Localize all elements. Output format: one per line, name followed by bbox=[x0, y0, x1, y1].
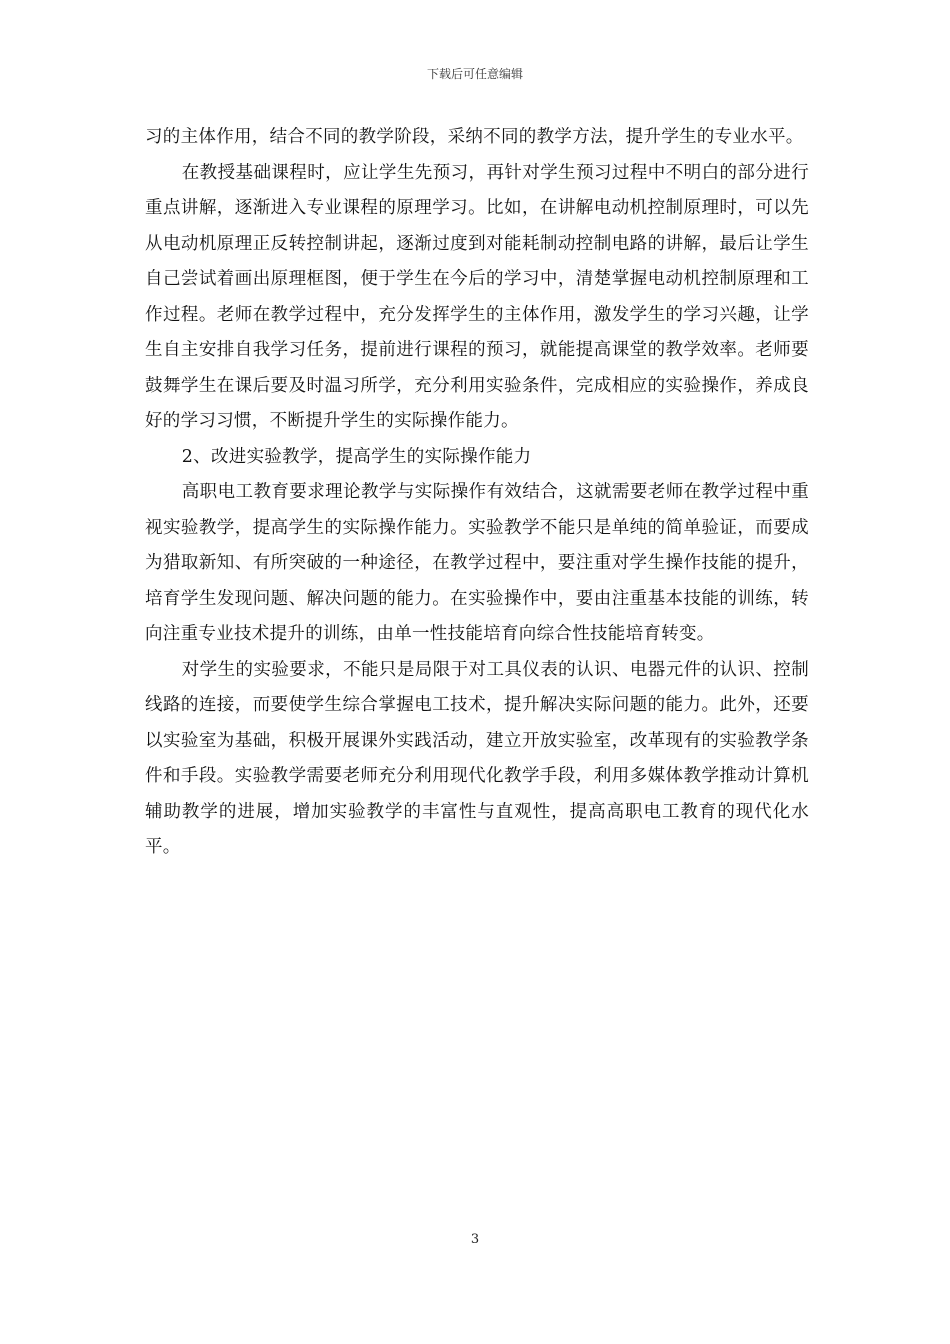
paragraph-experiment-teaching: 高职电工教育要求理论教学与实际操作有效结合，这就需要老师在教学过程中重视实验教学，提高学生的实际操作能力。实验教学不能只是单纯的简单验证，而要成为猎取新知、有所突破的一种途径，在教学过程中，要注重对学生操作技能的提升，培育学生发现问题、解决问题的能力。在实验操作中，要由注重基本技能的训练，转向注重专业技术提升的训练，由单一性技能培育向综合性技能培育转变。 bbox=[145, 482, 809, 644]
document-body bbox=[145, 120, 809, 866]
page-header: 下载后可任意编辑 bbox=[426, 67, 523, 81]
paragraph-continued: 习的主体作用，结合不同的教学阶段，采纳不同的教学方法，提升学生的专业水平。 bbox=[145, 127, 804, 147]
paragraph-basic-courses: 在教授基础课程时，应让学生先预习，再针对学生预习过程中不明白的部分进行重点讲解，逐渐进入专业课程的原理学习。比如，在讲解电动机控制原理时，可以先从电动机原理正反转控制讲起，逐渐过度到对能耗制动控制电路的讲解，最后让学生自己尝试着画出原理框图，便于学生在今后的学习中，清楚掌握电动机控制原理和工作过程。老师在教学过程中，充分发挥学生的主体作用，激发学生的学习兴趣，让学生自主安排自我学习任务，提前进行课程的预习，就能提高课堂的教学效率。老师要鼓舞学生在课后要及时温习所学，充分利用实验条件，完成相应的实验操作，养成良好的学习习惯，不断提升学生的实际操作能力。 bbox=[145, 162, 809, 431]
paragraph-experiment-requirements: 对学生的实验要求，不能只是局限于对工具仪表的认识、电器元件的认识、控制线路的连接，而要使学生综合掌握电工技术，提升解决实际问题的能力。此外，还要以实验室为基础，积极开展课外实践活动，建立开放实验室，改革现有的实验教学条件和手段。实验教学需要老师充分利用现代化教学手段，利用多媒体教学推动计算机辅助教学的进展，增加实验教学的丰富性与直观性，提高高职电工教育的现代化水平。 bbox=[145, 659, 809, 857]
page-number: 3 bbox=[470, 1232, 480, 1247]
section-heading: 2、改进实验教学，提高学生的实际操作能力 bbox=[181, 446, 532, 467]
